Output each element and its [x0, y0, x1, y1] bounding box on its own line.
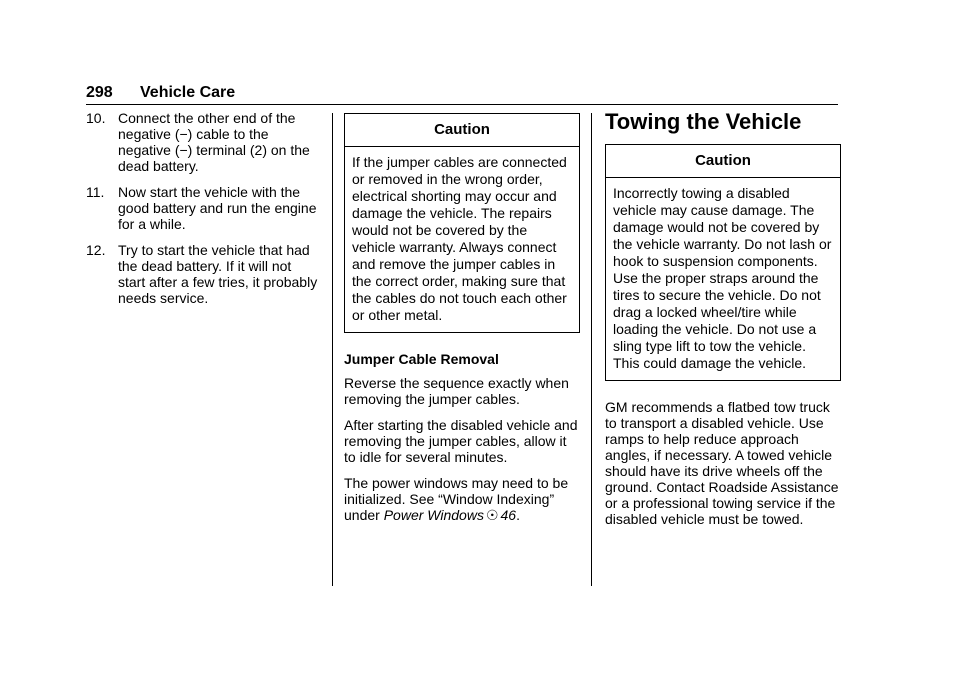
caution-box-towing: [605, 144, 841, 381]
step-text: Connect the other end of the negative (−) cable to the negative (−) terminal (2) on the dead battery.: [118, 110, 310, 174]
section-title: Vehicle Care: [140, 84, 236, 101]
caution-body: If the jumper cables are connected or removed in the wrong order, electrical shorting may occur and damage the vehicle. The repairs would not be covered by the vehicle warranty. Always connect and remove the jumper cables in the correct order, making sure that the cables do not touch each other or other metal.: [352, 154, 567, 323]
step-text: Try to start the vehicle that had the dead battery. If it will not start after a few tries, it probably needs service.: [118, 242, 318, 306]
step-text: Now start the vehicle with the good battery and run the engine for a while.: [118, 184, 317, 232]
column-2: [344, 113, 580, 533]
caution-title: Caution: [606, 145, 840, 178]
page-number: 298: [86, 84, 113, 101]
step-item: [86, 184, 322, 232]
paragraph: GM recommends a flatbed tow truck to transport a disabled vehicle. Use ramps to help reduce approach angles, if necessary. A towed vehicle should have its drive wheels off the ground. Contact Roadside Assistance or a professional towing service if the disabled vehicle must be towed.: [605, 399, 839, 527]
header-rule: [86, 104, 838, 105]
column-divider: [332, 113, 333, 586]
towing-section-title: Towing the Vehicle: [605, 109, 802, 134]
column-3: [605, 108, 841, 537]
page-reference-icon: ☉: [485, 507, 499, 523]
jumper-removal-heading: Jumper Cable Removal: [344, 351, 499, 367]
paragraph-end: .: [516, 507, 520, 523]
column-divider: [591, 113, 592, 586]
step-number: 10.: [86, 110, 106, 126]
paragraph-text: The power windows may need to be initialized. See “Window Indexing” under: [344, 475, 569, 523]
paragraph: Reverse the sequence exactly when removing the jumper cables.: [344, 375, 569, 407]
column-1: [86, 110, 322, 316]
step-item: [86, 110, 322, 174]
step-number: 11.: [86, 184, 105, 200]
caution-title: Caution: [345, 114, 579, 147]
cross-reference-link[interactable]: Power Windows: [383, 507, 484, 523]
paragraph: After starting the disabled vehicle and removing the jumper cables, allow it to idle for several minutes.: [344, 417, 578, 465]
page-reference-number[interactable]: 46: [500, 507, 517, 523]
page-header: [86, 84, 235, 102]
step-number: 12.: [86, 242, 106, 258]
paragraph-power-windows: [344, 475, 580, 523]
step-item: [86, 242, 322, 306]
caution-body: Incorrectly towing a disabled vehicle may cause damage. The damage would not be covered by the vehicle warranty. Do not lash or hook to suspension components. Use the proper straps around the tires to secure the vehicle. Do not drag a locked wheel/tire while loading the vehicle. Do not use a sling type lift to tow the vehicle. This could damage the vehicle.: [613, 185, 832, 371]
caution-box-jumper: [344, 113, 580, 333]
